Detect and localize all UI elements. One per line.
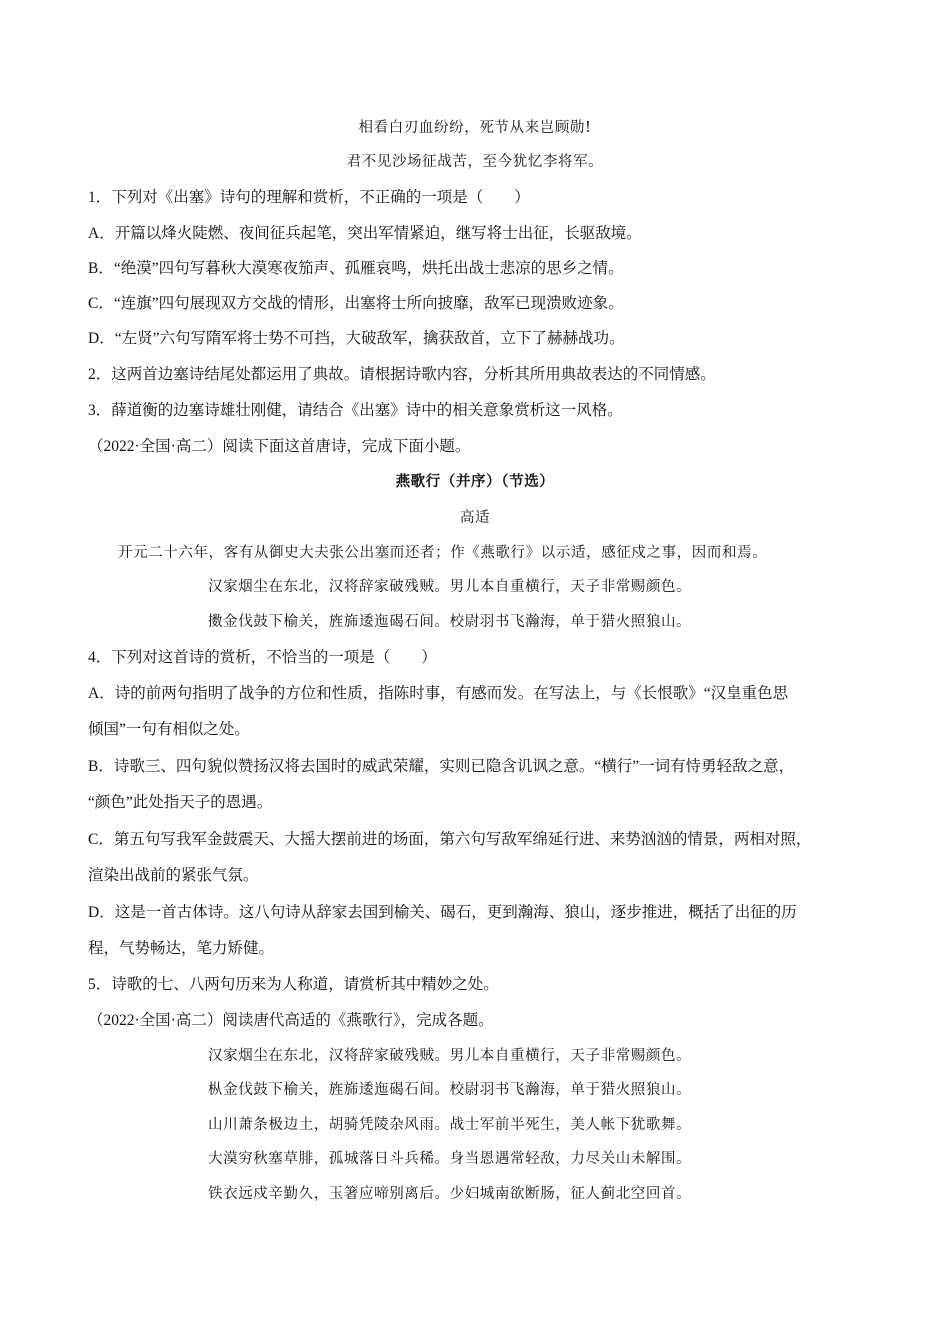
poem3-line: 山川萧条极边土，胡骑凭陵杂风雨。战士军前半死生，美人帐下犹歌舞。 — [208, 1117, 692, 1133]
question-3: 3．薛道衡的边塞诗雄壮刚健，请结合《出塞》诗中的相关意象赏析这一风格。 — [88, 402, 623, 419]
poem2-title: 燕歌行（并序）（节选） — [395, 473, 555, 490]
poem1-line: 相看白刃血纷纷，死节从来岂顾勋! — [358, 120, 592, 136]
question-1-option-d: D．“左贤”六句写隋军将士势不可挡，大破敌军，擒获敌首，立下了赫赫战功。 — [88, 330, 625, 347]
question-4-option-b: B．诗歌三、四句貌似赞扬汉将去国时的威武荣耀，实则已隐含讥讽之意。“横行”一词有恃勇轻敌之意， — [88, 758, 795, 775]
question-4-option-c: C．第五句写我军金鼓震天、大摇大摆前进的场面，第六句写敌军绵延行进、来势汹汹的情景，两相对照， — [88, 831, 812, 848]
poem3-line: 大漠穷秋塞草腓，孤城落日斗兵稀。身当恩遇常轻敌，力尽关山未解围。 — [208, 1151, 692, 1167]
question-4-stem: 4．下列对这首诗的赏析，不恰当的一项是（ ） — [88, 649, 437, 666]
poem2-preface: 开元二十六年，客有从御史大夫张公出塞而还者；作《燕歌行》以示适，感征戍之事，因而和焉。 — [118, 545, 768, 561]
poem2-line: 擞金伐鼓下榆关，旌旆逶迤碣石间。校尉羽书飞瀚海，单于猎火照狼山。 — [208, 614, 692, 630]
poem1-line: 君不见沙场征战苦，至今犹忆李将军。 — [346, 154, 604, 170]
poem3-line: 铁衣远戍辛勤久，玉箸应啼别离后。少妇城南欲断肠，征人蓟北空回首。 — [208, 1186, 692, 1202]
question-1-option-a: A．开篇以烽火陡燃、夜间征兵起笔，突出军情紧迫，继写将士出征，长驱敌境。 — [88, 225, 642, 242]
question-2: 2．这两首边塞诗结尾处都运用了典故。请根据诗歌内容，分析其所用典故表达的不同情感。 — [88, 366, 716, 383]
question-5: 5．诗歌的七、八两句历来为人称道，请赏析其中精妙之处。 — [88, 976, 499, 993]
question-4-option-b-cont: “颜色”此处指天子的恩遇。 — [88, 794, 273, 811]
question-4-option-d: D．这是一首古体诗。这八句诗从辞家去国到榆关、碣石，更到瀚海、狼山，逐步推进，概括了出征的历 — [88, 904, 797, 921]
section-intro-2: （2022·全国·高二）阅读下面这首唐诗，完成下面小题。 — [88, 438, 471, 455]
question-1-option-b: B．“绝漠”四句写暮秋大漠寒夜笳声、孤雁哀鸣，烘托出战士悲凉的思乡之情。 — [88, 260, 624, 277]
question-1-stem: 1．下列对《出塞》诗句的理解和赏析，不正确的一项是（ ） — [88, 189, 530, 206]
question-1-option-c: C．“连旗”四句展现双方交战的情形，出塞将士所向披靡，敌军已现溃败迹象。 — [88, 295, 624, 312]
poem2-author: 高适 — [459, 510, 491, 526]
poem2-line: 汉家烟尘在东北，汉将辞家破残贼。男儿本自重横行，天子非常赐颜色。 — [208, 579, 692, 595]
question-4-option-a: A．诗的前两句指明了战争的方位和性质，指陈时事，有感而发。在写法上，与《长恨歌》“汉皇重色思 — [88, 685, 789, 702]
poem3-line: 枞金伐鼓下榆关，旌旆逶迤碣石间。校尉羽书飞瀚海，单于猎火照狼山。 — [208, 1082, 692, 1098]
question-4-option-c-cont: 渲染出战前的紧张气氛。 — [88, 867, 259, 884]
question-4-option-d-cont: 程，气势畅达，笔力矫健。 — [88, 940, 275, 957]
question-4-option-a-cont: 倾国”一句有相似之处。 — [88, 721, 250, 738]
poem3-line: 汉家烟尘在东北，汉将辞家破残贼。男儿本自重横行，天子非常赐颜色。 — [208, 1048, 692, 1064]
section-intro-3: （2022·全国·高二）阅读唐代高适的《燕歌行》，完成各题。 — [88, 1012, 494, 1029]
